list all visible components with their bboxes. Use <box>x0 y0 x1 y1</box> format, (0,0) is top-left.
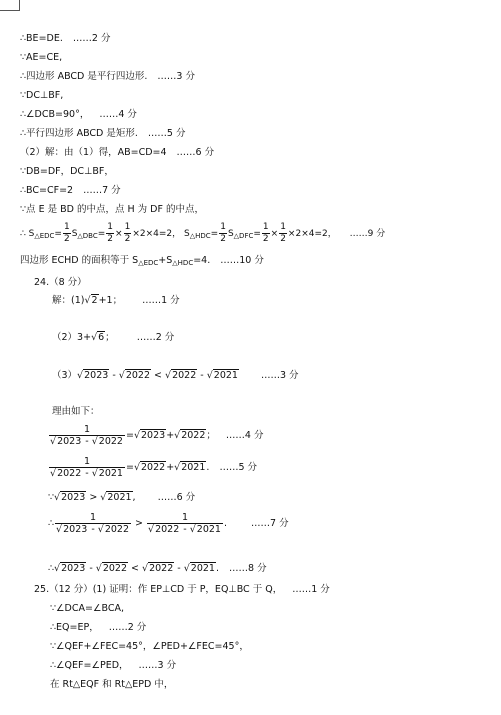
q24-reason-4: ∴ 1 √ 2023 - √ 2022 > 1 √ 2022 - √ 2021 . ……7 分 <box>48 512 289 535</box>
solution-line: ∴BE=DE. ……2 分 <box>20 33 111 44</box>
solution-line: ∵点 E 是 BD 的中点，点 H 为 DF 的中点， <box>20 204 204 215</box>
q25-line: 25.（12 分）(1) 证明：作 EP⊥CD 于 P，EQ⊥BC 于 Q， ……1 分 <box>34 584 330 595</box>
q24-part3: （3）√ 2023 - √ 2022 < √ 2022 - √ 2021 ……3 分 <box>52 370 299 382</box>
q24-reason-3: ∵√ 2023 > √ 2021, ……6 分 <box>48 492 195 504</box>
solution-line: ∴平行四边形 ABCD 是矩形. ……5 分 <box>20 128 186 139</box>
solution-line: ∴四边形 ABCD 是平行四边形. ……3 分 <box>20 71 195 82</box>
q25-line: ∵∠DCA=∠BCA, <box>50 603 124 614</box>
q24-reason-1: 1 √ 2023 - √ 2022 =√ 2023+√ 2022； ……4 分 <box>48 424 264 447</box>
q24-part2: （2）3+√ 6； ……2 分 <box>52 332 174 344</box>
solution-line: ∵DB=DF，DC⊥BF， <box>20 166 114 177</box>
q25-line: ∴EQ=EP， ……2 分 <box>50 622 147 633</box>
fraction: $\frac{1}{2}$ <box>262 222 269 244</box>
solution-line: （2）解：由（1）得，AB=CD=4 ……6 分 <box>20 147 215 158</box>
page-corner-mark <box>0 0 20 11</box>
q25-line: 在 Rt△EQF 和 Rt△EPD 中， <box>50 679 174 690</box>
q24-part1: 解：(1)√ 2+1； ……1 分 <box>52 295 180 307</box>
q24-reason-2: 1 √ 2022 - √ 2021 =√ 2022+√ 2021. ……5 分 <box>48 456 257 479</box>
solution-line: ∴BC=CF=2 ……7 分 <box>20 185 121 196</box>
solution-line: ∴∠DCB=90°， ……4 分 <box>20 109 137 120</box>
q25-line: ∵∠QEF+∠FEC=45°，∠PED+∠FEC=45°， <box>50 641 249 652</box>
fraction: $\frac{1}{2}$ <box>220 222 226 244</box>
solution-line: ∵DC⊥BF, <box>20 90 64 101</box>
fraction: $\frac{1}{2}$ <box>63 222 70 244</box>
area-equation: ∴ $S_{\triangle EDC}=$ $\frac{1}{2}$ $S_{\triangle DBC}=$ $\frac{1}{2}$ × $\frac{1}{2}$ ×2×4=2， $S_{\triangle HDC}=$ $\frac{1}{2}$ $S_{\triangle DFC}=$ $\frac{1}{2}$ × $\frac{1}{2}$ ×2×4=2， ……9 分 <box>20 222 386 244</box>
q24-reason-label: 理由如下： <box>52 406 100 417</box>
q24-reason-5: ∴√ 2023 - √ 2022 < √ 2022 - √ 2021. ……8 分 <box>48 563 267 575</box>
solution-line: 四边形 ECHD 的面积等于 $S_{\triangle EDC}+S_{\triangle HDC}=4$. ……10 分 <box>20 255 264 267</box>
fraction: $\frac{1}{2}$ <box>280 222 286 244</box>
q25-line: ∴∠QEF=∠PED， ……3 分 <box>50 660 177 671</box>
fraction: $\frac{1}{2}$ <box>107 222 114 244</box>
solution-line: ∵AE=CE, <box>20 52 63 63</box>
question-24-heading: 24.（8 分） <box>34 277 87 288</box>
fraction: $\frac{1}{2}$ <box>124 222 131 244</box>
